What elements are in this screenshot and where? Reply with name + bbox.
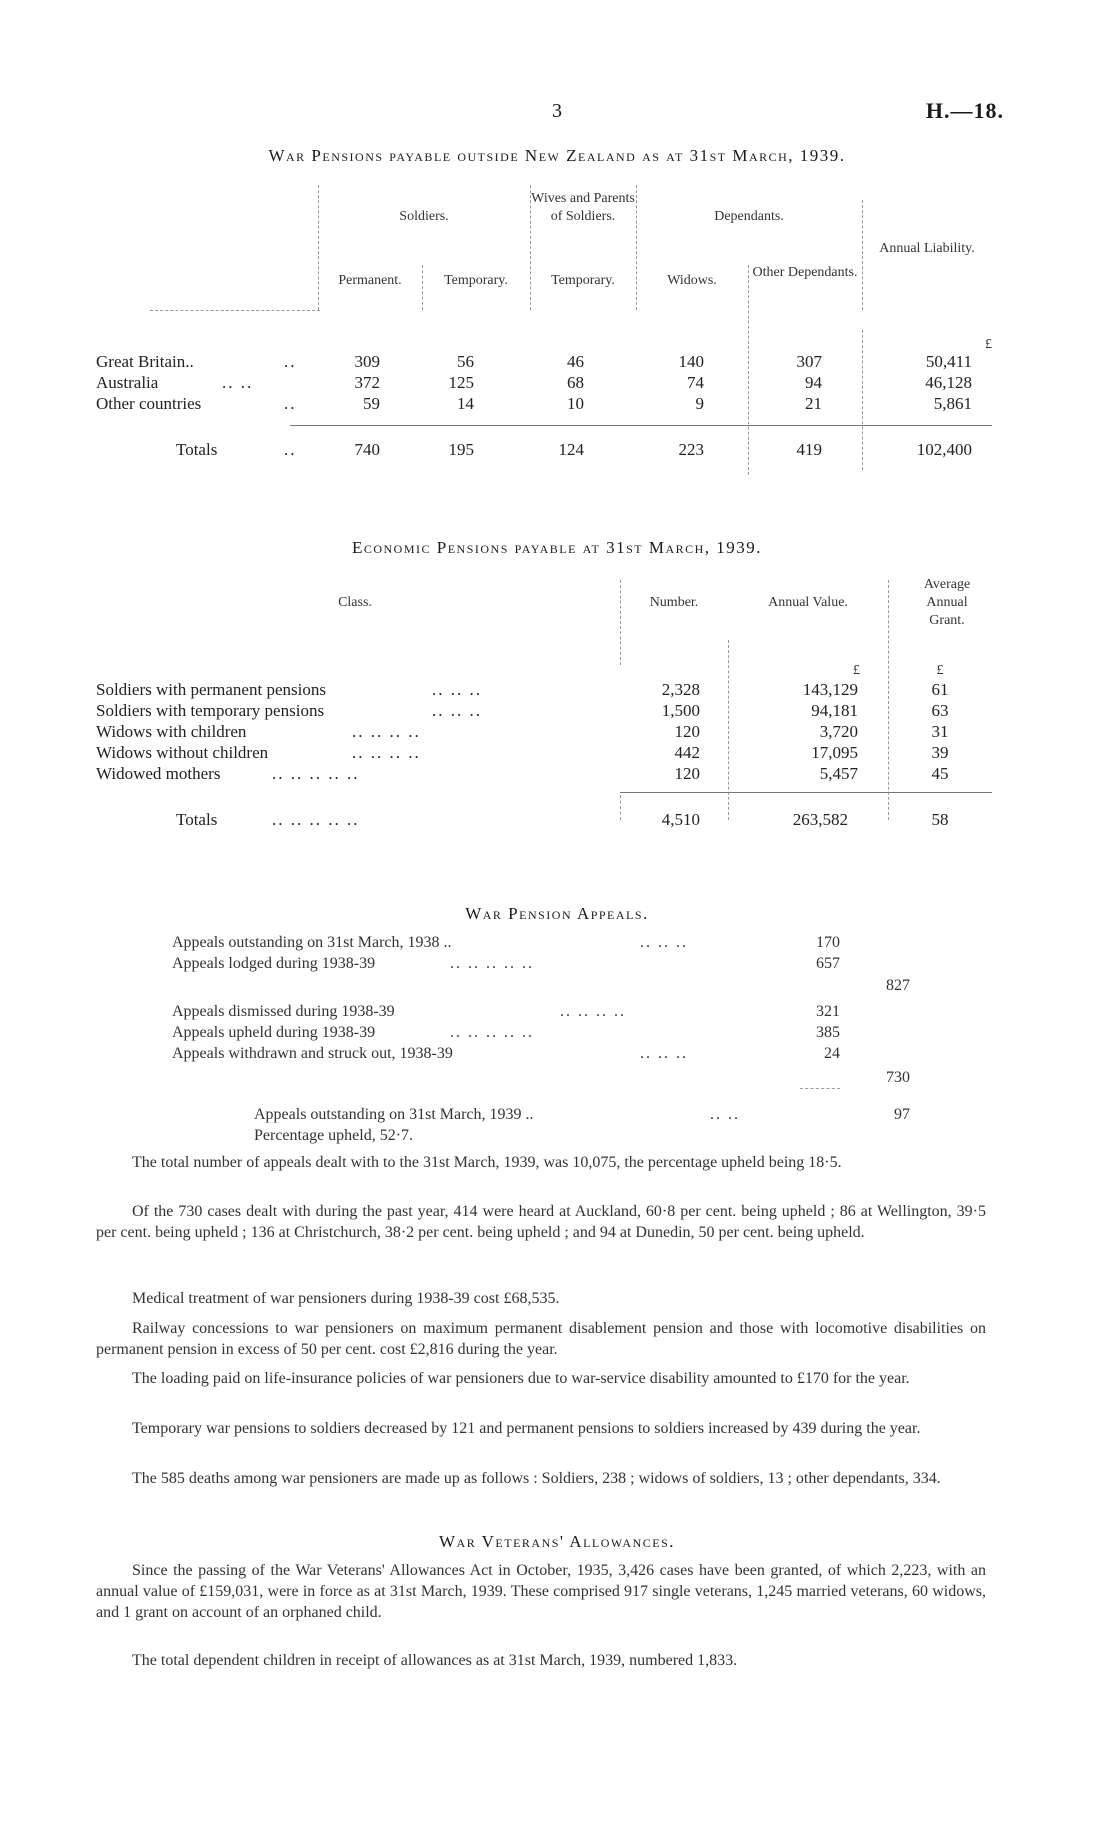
page-number: 3	[552, 100, 562, 122]
total-average: 58	[931, 810, 949, 829]
paragraph: Medical treatment of war pensioners during 1938-39 cost £68,535.	[132, 1290, 560, 1307]
currency-symbol: £	[936, 663, 944, 678]
appeal-dots: .. .. ..	[640, 1045, 688, 1062]
cell-annual: 50,411	[925, 352, 972, 371]
cell-value: 5,457	[819, 764, 858, 783]
total-widows: 223	[678, 440, 704, 459]
paragraph: The total dependent children in receipt of allowances as at 31st March, 1939, numbered 1,833.	[132, 1652, 738, 1669]
cell-annual: 5,861	[933, 394, 972, 413]
cell-other: 94	[805, 373, 822, 392]
row-dots: .. ..	[222, 373, 254, 392]
appeal-line: Appeals dismissed during 1938-39	[172, 1003, 395, 1020]
cell-other: 21	[805, 394, 822, 413]
total-value: 263,582	[792, 810, 848, 829]
header-soldiers: Soldiers.	[399, 209, 449, 224]
row-dots: .. .. .. .. ..	[272, 810, 360, 829]
header-dependants: Dependants.	[714, 209, 784, 224]
war-pensions-title: War Pensions payable outside New Zealand as at 31st March, 1939.	[268, 146, 846, 165]
cell-number: 442	[674, 743, 700, 762]
total-annual: 102,400	[916, 440, 972, 459]
economic-pensions-title: Economic Pensions payable at 31st March, 1939.	[351, 538, 763, 557]
header-widows: Widows.	[667, 273, 717, 288]
header-class: Class.	[338, 595, 372, 610]
row-label: Widowed mothers	[96, 764, 221, 783]
appeal-value: 170	[816, 934, 840, 951]
appeal-line: Appeals upheld during 1938-39	[172, 1024, 376, 1041]
paragraph: Since the passing of the War Veterans' Allowances Act in October, 1935, 3,426 cases have been granted, of which 2,223, with an annual value of £159,031, were in force as at 31st March, 1939. These comprised 917 single veterans, 1,245 married veterans, 60 widows, and 1 grant on account of an orphaned child.	[96, 1562, 986, 1621]
row-label: Soldiers with permanent pensions	[96, 680, 326, 699]
cell-value: 17,095	[811, 743, 858, 762]
cell-other: 307	[796, 352, 822, 371]
cell-value: 143,129	[802, 680, 858, 699]
cell-permanent: 309	[354, 352, 380, 371]
row-dots: ..	[284, 440, 297, 459]
row-label: Widows with children	[96, 722, 247, 741]
cell-permanent: 59	[363, 394, 380, 413]
header-number: Number.	[649, 595, 699, 610]
paragraph: Temporary war pensions to soldiers decreased by 121 and permanent pensions to soldiers increased by 439 during the year.	[132, 1420, 921, 1437]
appeal-value: 24	[824, 1045, 840, 1062]
total-wives: 124	[558, 440, 584, 459]
row-dots: .. .. .. ..	[352, 722, 421, 741]
appeal-dots: .. .. .. ..	[560, 1003, 626, 1020]
appeal-value: 321	[816, 1003, 840, 1020]
header-annual-liability: Annual Liability.	[879, 241, 975, 256]
total-temporary: 195	[448, 440, 474, 459]
row-dots: .. .. .. .. ..	[272, 764, 360, 783]
header-other-dependants: Other Dependants.	[752, 265, 858, 280]
paragraph: The loading paid on life-insurance policies of war pensioners due to war-service disability amounted to £170 for the year.	[132, 1370, 910, 1387]
row-dots: .. .. .. ..	[352, 743, 421, 762]
total-other: 419	[796, 440, 822, 459]
total-number: 4,510	[661, 810, 700, 829]
appeals-title: War Pension Appeals.	[465, 904, 649, 923]
cell-wives: 46	[567, 352, 584, 371]
appeal-line: Appeals lodged during 1938-39	[172, 955, 376, 972]
appeal-value: 657	[816, 955, 840, 972]
percentage-upheld: Percentage upheld, 52·7.	[254, 1127, 414, 1144]
cell-temporary: 14	[457, 394, 474, 413]
paragraph: Of the 730 cases dealt with during the past year, 414 were heard at Auckland, 60·8 per cent. being upheld ; 86 at Wellington, 39·5 per cent. being upheld ; 136 at Christchurch, 38·2 per cent. being upheld ; and 94 at Dunedin, 50 per cent. being upheld.	[96, 1203, 986, 1241]
appeal-line: Appeals outstanding on 31st March, 1938 ..	[172, 934, 452, 951]
row-dots: .. .. ..	[432, 701, 482, 720]
header-temporary: Temporary.	[444, 273, 508, 288]
row-label: Great Britain..	[96, 352, 194, 371]
row-label: Australia	[96, 373, 159, 392]
header-annual-value: Annual Value.	[768, 595, 848, 610]
appeals-outstanding-value: 97	[894, 1106, 910, 1123]
appeal-dots: .. .. .. .. ..	[450, 1024, 534, 1041]
cell-annual: 46,128	[925, 373, 972, 392]
cell-number: 2,328	[661, 680, 700, 699]
cell-value: 3,720	[819, 722, 858, 741]
cell-temporary: 56	[457, 352, 474, 371]
row-dots: ..	[284, 394, 297, 413]
totals-label: Totals	[176, 440, 218, 459]
cell-number: 120	[674, 722, 700, 741]
cell-average: 45	[931, 764, 949, 783]
cell-number: 120	[674, 764, 700, 783]
paragraph: Railway concessions to war pensioners on maximum permanent disablement pension and those with locomotive disabilities on permanent pension in excess of 50 per cent. cost £2,816 during the year.	[96, 1320, 986, 1358]
appeal-dots: .. .. .. .. ..	[450, 955, 534, 972]
header-average-grant: Average Annual Grant.	[923, 577, 971, 628]
cell-widows: 140	[678, 352, 704, 371]
paragraph: The 585 deaths among war pensioners are made up as follows : Soldiers, 238 ; widows of soldiers, 13 ; other dependants, 334.	[132, 1470, 941, 1487]
cell-permanent: 372	[354, 373, 380, 392]
cell-wives: 68	[567, 373, 584, 392]
cell-average: 39	[931, 743, 949, 762]
header-wives-parents: Wives and Parents of Soldiers.	[531, 191, 635, 224]
total-permanent: 740	[354, 440, 380, 459]
cell-average: 61	[931, 680, 949, 699]
totals-label: Totals	[176, 810, 218, 829]
currency-symbol: £	[985, 337, 992, 352]
cell-temporary: 125	[448, 373, 474, 392]
header-permanent: Permanent.	[338, 273, 402, 288]
row-label: Other countries	[96, 394, 202, 413]
row-dots: .. .. ..	[432, 680, 482, 699]
cell-wives: 10	[567, 394, 584, 413]
appeal-dots: .. .. ..	[640, 934, 688, 951]
appeals-outstanding: Appeals outstanding on 31st March, 1939 ..	[254, 1106, 534, 1123]
row-label: Widows without children	[96, 743, 269, 762]
cell-average: 31	[931, 722, 949, 741]
appeal-subtotal: 730	[886, 1069, 910, 1086]
cell-value: 94,181	[811, 701, 858, 720]
row-dots: ..	[284, 352, 297, 371]
appeal-value: 385	[816, 1024, 840, 1041]
cell-number: 1,500	[661, 701, 700, 720]
appeal-line: Appeals withdrawn and struck out, 1938-39	[172, 1045, 453, 1062]
appeal-subtotal: 827	[886, 977, 910, 994]
cell-widows: 74	[687, 373, 704, 392]
appeal-dots: .. ..	[710, 1106, 740, 1123]
header-wives-temporary: Temporary.	[551, 273, 615, 288]
row-label: Soldiers with temporary pensions	[96, 701, 325, 720]
veterans-title: War Veterans' Allowances.	[439, 1532, 675, 1551]
document-reference: H.—18.	[925, 98, 1004, 123]
paragraph: The total number of appeals dealt with to the 31st March, 1939, was 10,075, the percentage upheld being 18·5.	[132, 1154, 842, 1171]
cell-widows: 9	[695, 394, 704, 413]
cell-average: 63	[931, 701, 949, 720]
currency-symbol: £	[853, 663, 860, 678]
